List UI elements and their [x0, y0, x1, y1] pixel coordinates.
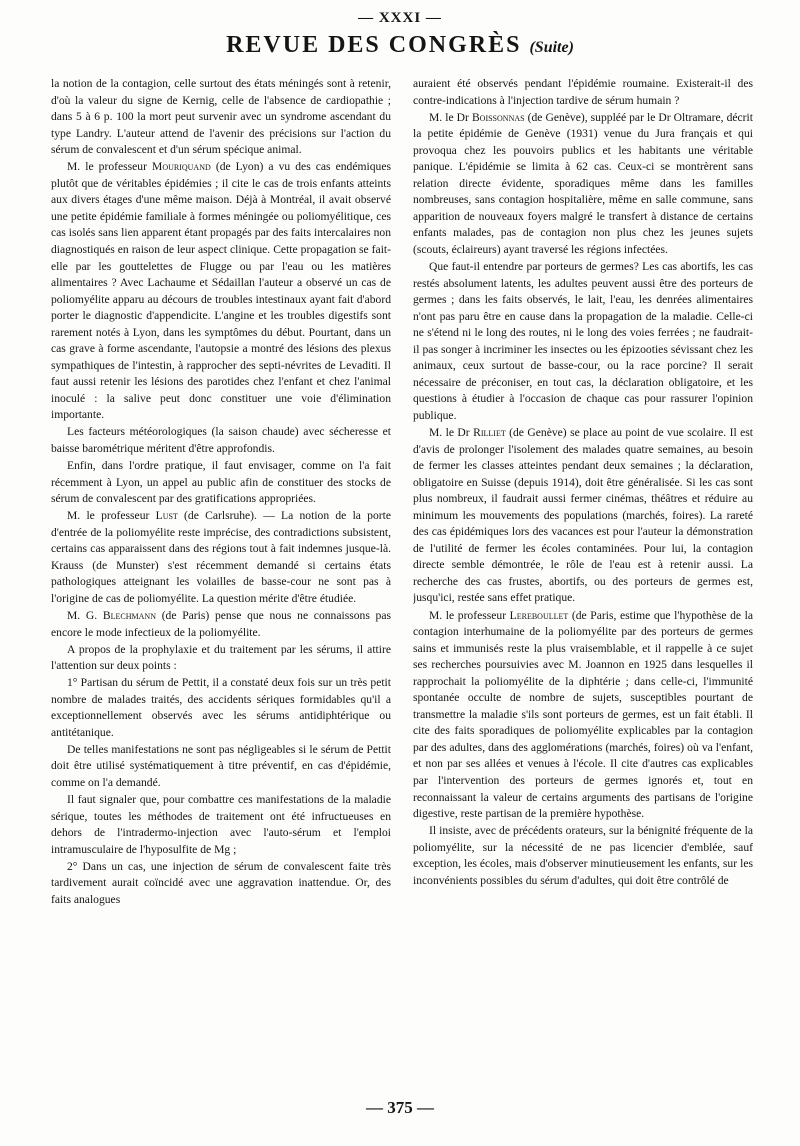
speaker-name: Mouriquand: [152, 160, 211, 174]
text-run: (de Genève), suppléé par le Dr Oltramare, décrit la petite épidémie de Genève (1931) venue du Jura français et qui provoqua chez les pouvoirs publics et les habitants une véritable panique. L'épidémie se limita à 62 cas. Ceux-ci se montrèrent sans relation directe évidente, sporadiques même dans les familles nombreuses, sans contagion hospitalière, même en salle commune, sans apparition de nouveaux foyers malgré le transfert à distance de certains enfants malades, pas de contagion non plus chez les jeunes sujets (scouts, éclaireurs) ayant traversé les régions infectées.: [413, 110, 753, 256]
paragraph: Que faut-il entendre par porteurs de germes? Les cas abortifs, les cas restés absolument latents, les adultes peuvent aussi être des porteurs de germes ; dans les faits observés, le lait, l'eau, les denrées alimentaires n'ont pas paru être en cause dans la propagation de la maladie. Celle-ci ne s'étend ni le long des routes, ni le long des voies ferrées ; ne faudrait-il pas songer à incriminer les insectes ou les épizooties sévissant chez les animaux, ceux surtout de basse-cour, ou la race porcine? Il serait nécessaire de préconiser, en tout cas, la déclaration obligatoire, et les questions à étudier à l'occasion de chaque cas pour rassurer l'opinion publique.: [413, 260, 753, 422]
page-roman-numeral: — XXXI —: [358, 10, 442, 26]
paragraph: [413, 608, 753, 823]
text-run: (de Carlsruhe). — La notion de la porte d'entrée de la poliomyélite reste imprécise, des contradictions subsistent, certains cas apparaissent dans des régions tout à fait indemnes jusque-là. Krauss (de Munster) s'est récemment demandé si certains états pathologiques atteignant les volailles de basse-cour ne sont pas à l'origine de cas de poliomyélite. La question mérite d'être étudiée.: [51, 509, 391, 605]
page-number: — 375 —: [366, 1098, 434, 1117]
paragraph: De telles manifestations ne sont pas négligeables si le sérum de Pettit doit être utilisé systématiquement à titre préventif, en cas d'épidémie, comme on l'a demandé.: [51, 742, 391, 789]
paragraph: auraient été observés pendant l'épidémie roumaine. Existerait-il des contre-indications à l'injection tardive de sérum humain ?: [413, 77, 753, 107]
paragraph: 1° Partisan du sérum de Pettit, il a constaté deux fois sur un très petit nombre de malades traités, des accidents sériques formidables qu'il a exceptionnellement observés avec les sérums antidiphtérique ou antitétanique.: [51, 676, 391, 739]
text-run: M. le professeur: [67, 509, 156, 523]
speaker-name: Rilliet: [473, 425, 506, 439]
text-run: (de Genève) se place au point de vue scolaire. Il est d'avis de prolonger l'isolement des malades quatre semaines, au besoin de fermer les classes atteintes pendant deux semaines ; la déclaration, obligatoire en Suisse (depuis 1914), doit être généralisée. Si les cas sont plus nombreux, il faudrait aussi fermer cinémas, théâtres et réduire au minimum les mouvements des populations (marchés, foires). La rareté des cas épidémiques lors des vacances est pour l'auteur la démonstration de l'utilité de fermer les écoles contaminées. Pour lui, la contagion directe semble démontrée, le rôle de l'eau est à retenir aussi. La recherche des cas frustes, abortifs, ou des porteurs de germes est, jusqu'ici, restée sans effet pratique.: [413, 425, 753, 605]
paragraph: [51, 608, 391, 641]
paragraph: la notion de la contagion, celle surtout des états méningés sont à retenir, d'où la valeur du signe de Kernig, celle de l'absence de cardiopathie ; dans 5 à 6 p. 100 la mort peut survenir avec un syndrome ascendant du type Landry. L'auteur attend de l'avenir des précisions sur l'action du sérum de convalescent et d'un sérum spécique animal.: [51, 77, 391, 157]
page-title: [0, 32, 800, 59]
paragraph: [413, 110, 753, 259]
right-column: [413, 76, 753, 1096]
speaker-name: Lereboullet: [509, 608, 569, 622]
paragraph: [413, 425, 753, 607]
paragraph: Il faut signaler que, pour combattre ces manifestations de la maladie sérique, toutes les méthodes de traitement ont été infructueuses en dehors de l'intradermo-injection avec l'auto-sérum et l'emploi intramusculaire de l'hyposulfite de Mg ;: [51, 793, 391, 856]
paragraph: A propos de la prophylaxie et du traitement par les sérums, il attire l'attention sur deux points :: [51, 642, 391, 673]
paragraph: [51, 508, 391, 607]
text-run: M. le Dr: [429, 110, 472, 124]
text-run: M. le professeur: [67, 160, 153, 174]
speaker-name: Blechmann: [102, 609, 156, 622]
speaker-name: Boissonnas: [471, 110, 525, 124]
text-run: (de Lyon) a vu des cas endémiques plutôt que de véritables épidémies ; il cite le cas de trois enfants atteints aux divers étages d'une même maison. Déjà à Montréal, il avait observé une petite épidémie familiale à formes méningée ou poliomyélitique, ces cas isolés sans lien apparent étant propagés par des faits intercalaires non diagnostiqués en raison de leur aspect clinique. Cette propagation se fait-elle par les gouttelettes de Flugge ou par l'eau ou les matières alimentaires ? Avec Lachaume et Sédaillan l'auteur a observé un cas de poliomyélite apparu au décours de troubles intestinaux ayant fait d'abord porter le diagnostic d'appendicite. L'angine et les troubles digestifs sont rarement notés à Lyon, dans les symptômes du début. Pourtant, dans un cas grave à forme ascendante, l'autopsie a montré des lésions des plexus sympathiques de l'intestin, à rapprocher des septi-névrites de Levaditi. Il faut aussi retenir les lésions des parotides chez l'enfant et chez l'animal inoculé : la salive peut donc constituer une voie d'élimination importante.: [51, 160, 391, 422]
paragraph: Enfin, dans l'ordre pratique, il faut envisager, comme on l'a fait récemment à Lyon, un appel au public afin de constituer des stocks de sérum de convalescent par des gratifications appropriées.: [51, 459, 391, 506]
paragraph: 2° Dans un cas, une injection de sérum de convalescent faite très tardivement aurait coïncidé avec une aggravation inattendue. Or, des faits analogues: [51, 859, 391, 906]
speaker-name: Lust: [155, 509, 178, 523]
text-run: M. le Dr: [429, 425, 474, 439]
text-run: (de Paris, estime que l'hypothèse de la contagion interhumaine de la poliomyélite par des porteurs de germes sains et immunisés reste la plus vraisemblable, et il rappelle à ce sujet ses recherches poursuivies avec M. Joannon en 1925 dans lesquelles il rapprochait la poliomyélite de la diphtérie ; dans celle-ci, l'immunité spontanée occulte de nombre de sujets, susceptibles pourtant de transmettre la maladie s'ils sont porteurs de germes, est un fait établi. Il cite des faits sporadiques de poliomyélite explicables par la contagion par des adultes, dans des agglomérations (marchés, foires) où va l'enfant, et non par ses allées et venues à l'école. Il cite d'autres cas explicables par l'intervention des porteurs de germes ignorés et, tout en reconnaissant la valeur de certains arguments des partisans de l'origine digestive, reste partisan de la première hypothèse.: [413, 608, 753, 821]
text-run: M. G.: [67, 609, 103, 622]
text-run: (de Paris) pense que nous ne connaissons pas encore le mode infectieux de la poliomyélite.: [51, 609, 391, 639]
text-run: M. le professeur: [429, 608, 510, 622]
title-text: REVUE DES CONGRÈS: [226, 32, 522, 58]
left-column: [51, 76, 391, 1096]
paragraph: Il insiste, avec de précédents orateurs, sur la bénignité fréquente de la poliomyélite, sur la nécessité de ne pas licencier d'emblée, sauf exception, les écoles, mais d'observer minutieusement les enfants, sur les inconvénients possibles du sérum d'adultes, qui doit être contrôlé de: [413, 824, 753, 887]
paragraph: [51, 159, 391, 424]
title-suffix: (Suite): [529, 39, 574, 56]
paragraph: Les facteurs météorologiques (la saison chaude) avec sécheresse et baisse barométrique méritent d'être approfondis.: [51, 425, 391, 456]
